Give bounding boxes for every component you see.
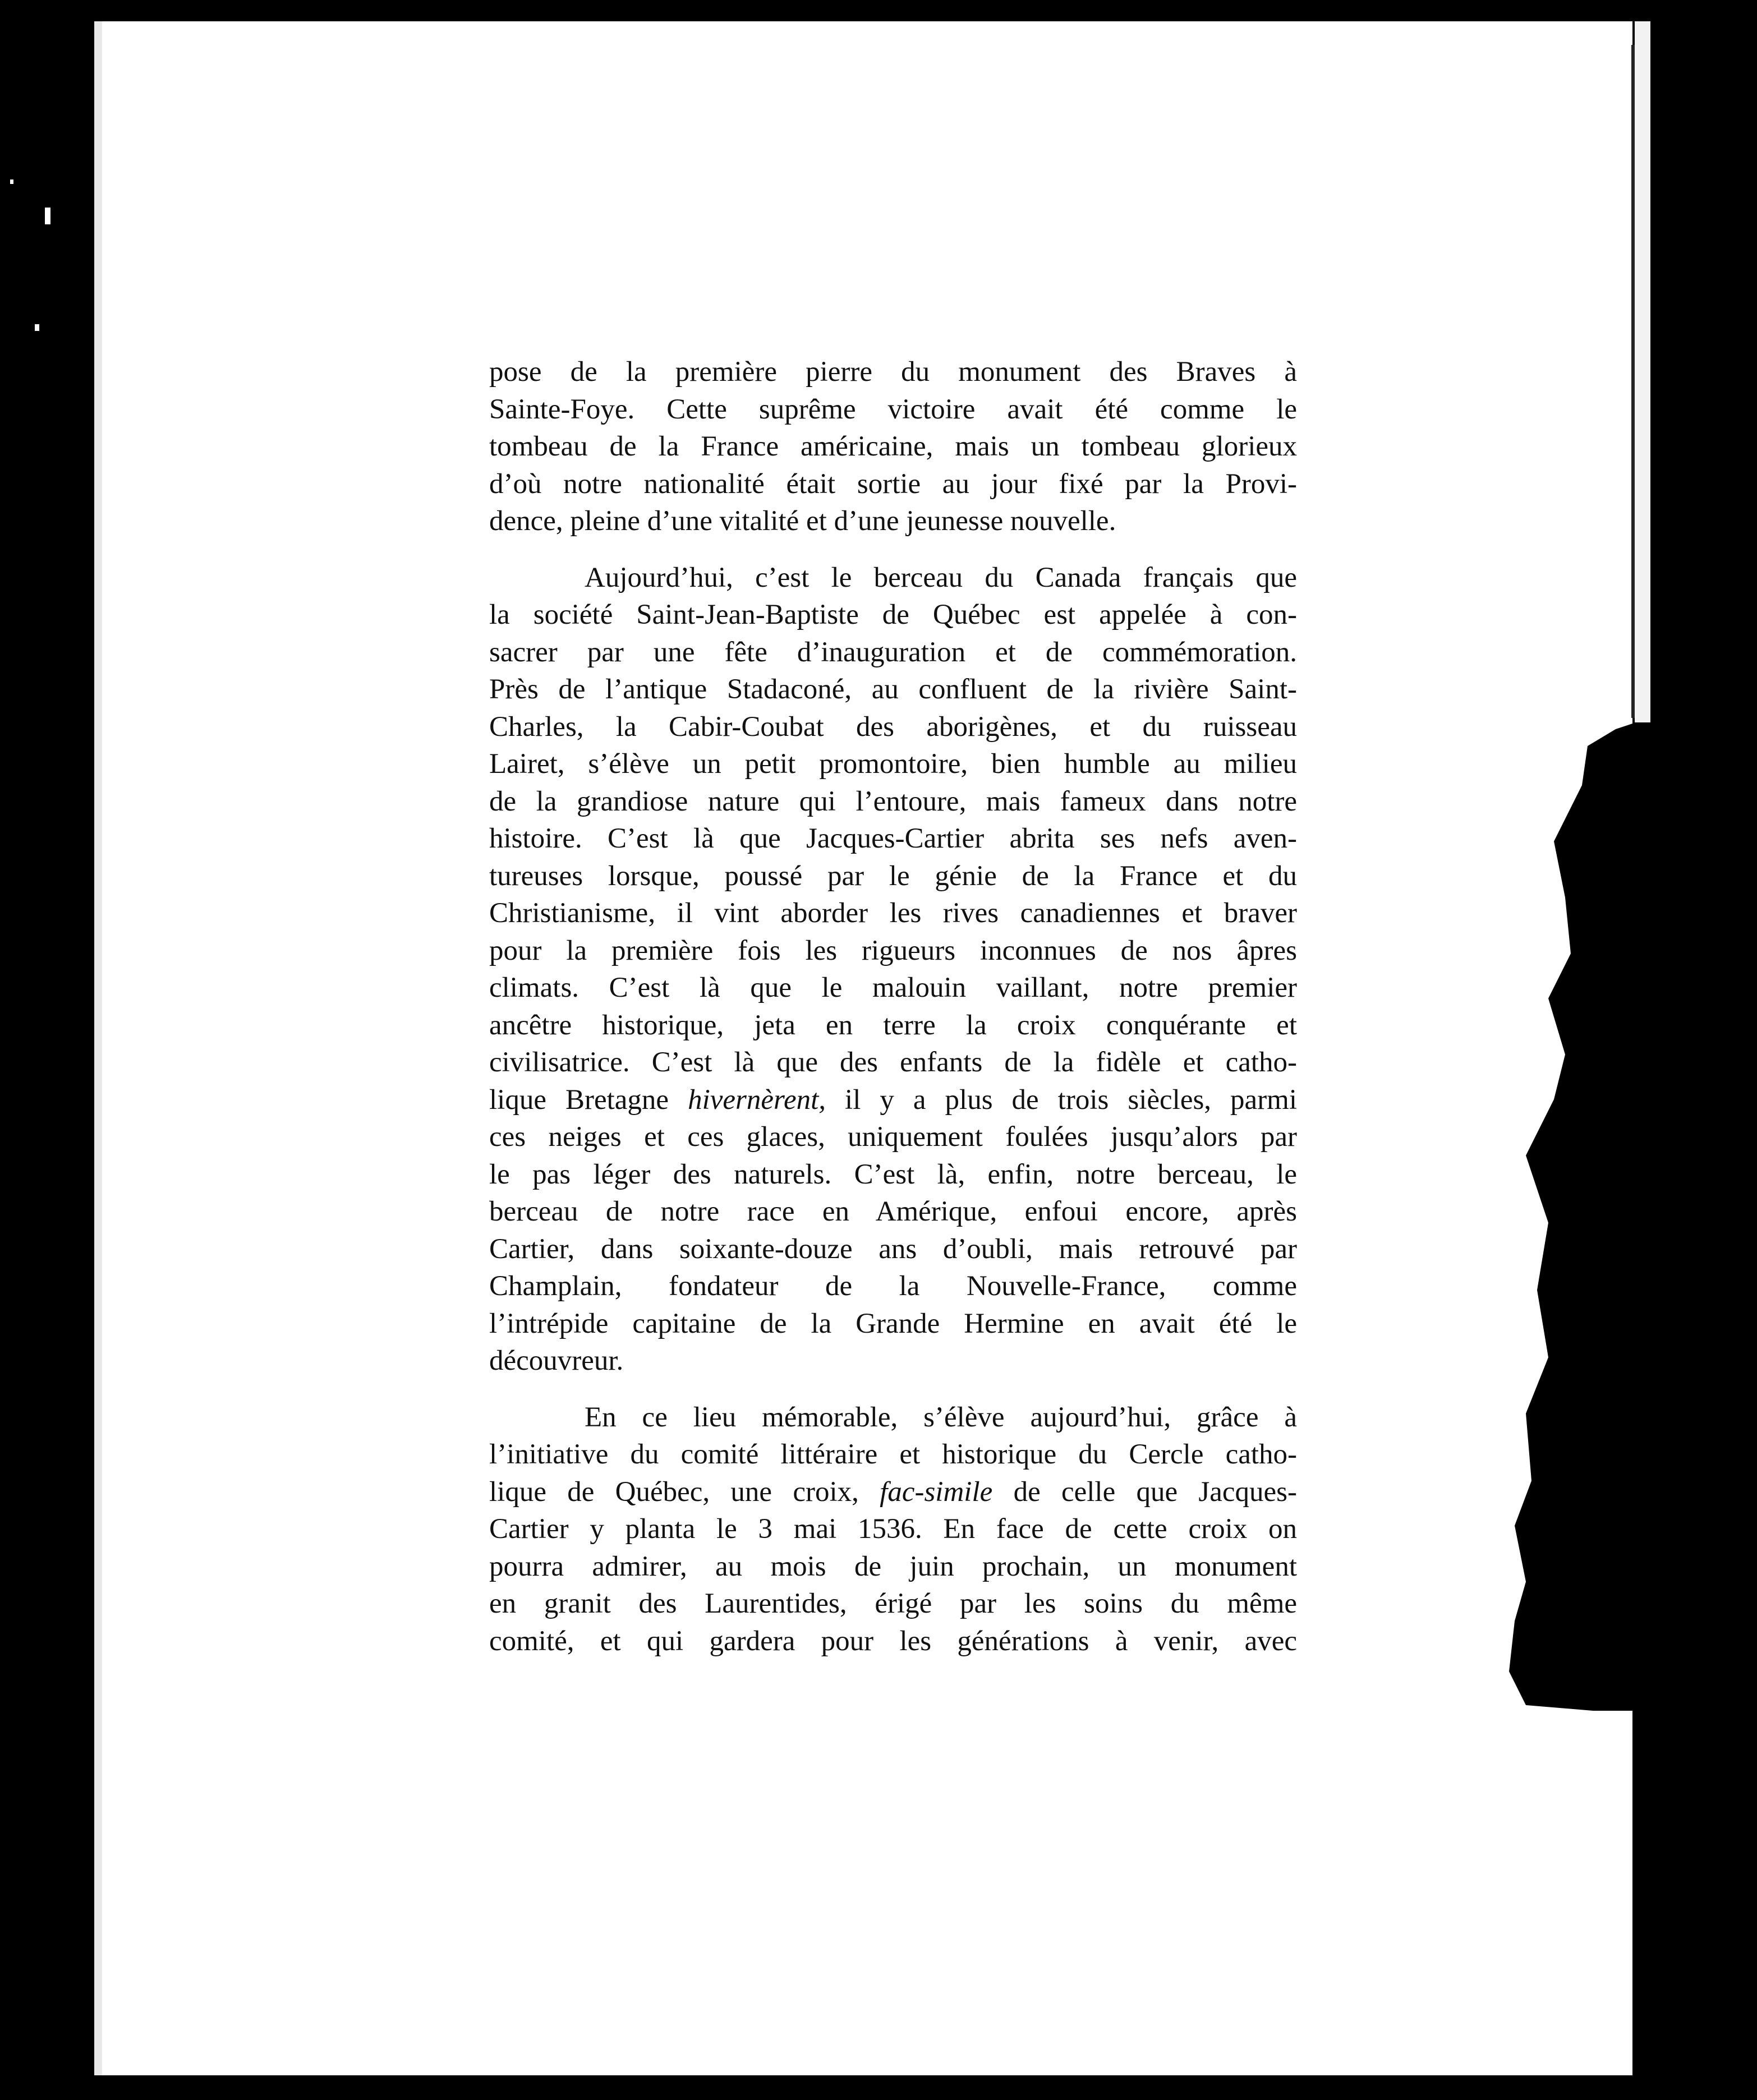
text-line: Charles, la Cabir-Coubat des aborigènes, et du ruisseau xyxy=(489,711,1297,743)
text-line: En ce lieu mémorable, s’élève aujourd’hui, grâce à xyxy=(585,1401,1297,1433)
text-line: d’où notre nationalité était sortie au jour fixé par la Provi- xyxy=(489,468,1297,500)
speck-2 xyxy=(35,324,39,331)
text-segment: il y a plus de trois siècles, parmi xyxy=(845,1084,1298,1116)
text-line: ancêtre historique, jeta en terre la croix conquérante et xyxy=(489,1009,1297,1041)
paragraph-3 xyxy=(489,1399,1297,1660)
page-fold-shadow xyxy=(1635,21,1650,722)
italic-word: fac-simile xyxy=(880,1476,993,1508)
scan-border-right xyxy=(1727,0,1757,2100)
document-body xyxy=(489,353,1297,1660)
text-line: de la grandiose nature qui l’entoure, mais fameux dans notre xyxy=(489,785,1297,817)
italic-word: hivernèrent, xyxy=(688,1084,826,1116)
text-line: Champlain, fondateur de la Nouvelle-France, comme xyxy=(489,1270,1297,1302)
text-line xyxy=(489,1081,1297,1119)
text-line: pose de la première pierre du monument des Braves à xyxy=(489,356,1297,388)
text-line: Près de l’antique Stadaconé, au confluent de la rivière Saint- xyxy=(489,674,1297,705)
text-line: Christianisme, il vint aborder les rives canadiennes et braver xyxy=(489,897,1297,929)
paragraph-2 xyxy=(489,559,1297,1380)
text-line: découvreur. xyxy=(489,1345,624,1376)
text-line: Cartier y planta le 3 mai 1536. En face de cette croix on xyxy=(489,1513,1297,1545)
text-line: civilisatrice. C’est là que des enfants de la fidèle et catho- xyxy=(489,1047,1297,1078)
text-line: histoire. C’est là que Jacques-Cartier abrita ses nefs aven- xyxy=(489,823,1297,854)
text-line: comité, et qui gardera pour les générations à venir, avec xyxy=(489,1625,1297,1657)
text-line: tombeau de la France américaine, mais un tombeau glorieux xyxy=(489,431,1297,462)
text-line: ces neiges et ces glaces, uniquement foulées jusqu’alors par xyxy=(489,1121,1297,1153)
speck-1 xyxy=(45,208,50,224)
scan-border-left xyxy=(0,0,94,2100)
text-line: Cartier, dans soixante-douze ans d’oubli, mais retrouvé par xyxy=(489,1233,1297,1265)
text-line: pour la première fois les rigueurs inconnues de nos âpres xyxy=(489,934,1297,966)
text-line: l’initiative du comité littéraire et historique du Cercle catho- xyxy=(489,1439,1297,1470)
text-line: Aujourd’hui, c’est le berceau du Canada français que xyxy=(585,561,1297,593)
text-line: pourra admirer, au mois de juin prochain, un monument xyxy=(489,1550,1297,1582)
text-line: climats. C’est là que le malouin vaillant, notre premier xyxy=(489,972,1297,1003)
page-fold-line xyxy=(1631,45,1635,718)
text-line: Sainte-Foye. Cette suprême victoire avait été comme le xyxy=(489,393,1297,425)
text-line: le pas léger des naturels. C’est là, enfin, notre berceau, le xyxy=(489,1158,1297,1190)
text-line: sacrer par une fête d’inauguration et de commémoration. xyxy=(489,636,1297,668)
scan-border-bottom xyxy=(0,2075,1757,2100)
scan-border-top xyxy=(0,0,1757,21)
page-left-edge xyxy=(94,21,102,2075)
paragraph-1 xyxy=(489,353,1297,540)
text-segment: lique Bretagne xyxy=(489,1084,669,1116)
text-line: Lairet, s’élève un petit promontoire, bien humble au milieu xyxy=(489,748,1297,780)
text-line: tureuses lorsque, poussé par le génie de la France et du xyxy=(489,860,1297,892)
text-line xyxy=(489,1473,1297,1511)
speck-3 xyxy=(10,179,13,184)
text-segment: de celle que Jacques- xyxy=(1013,1476,1298,1508)
text-segment: lique de Québec, une croix, xyxy=(489,1476,859,1508)
text-line: dence, pleine d’une vitalité et d’une jeunesse nouvelle. xyxy=(489,505,1116,537)
text-line: la société Saint-Jean-Baptiste de Québec est appelée à con- xyxy=(489,599,1297,630)
text-line: l’intrépide capitaine de la Grande Hermine en avait été le xyxy=(489,1307,1297,1339)
text-line: en granit des Laurentides, érigé par les soins du même xyxy=(489,1588,1297,1619)
text-line: berceau de notre race en Amérique, enfoui encore, après xyxy=(489,1196,1297,1227)
